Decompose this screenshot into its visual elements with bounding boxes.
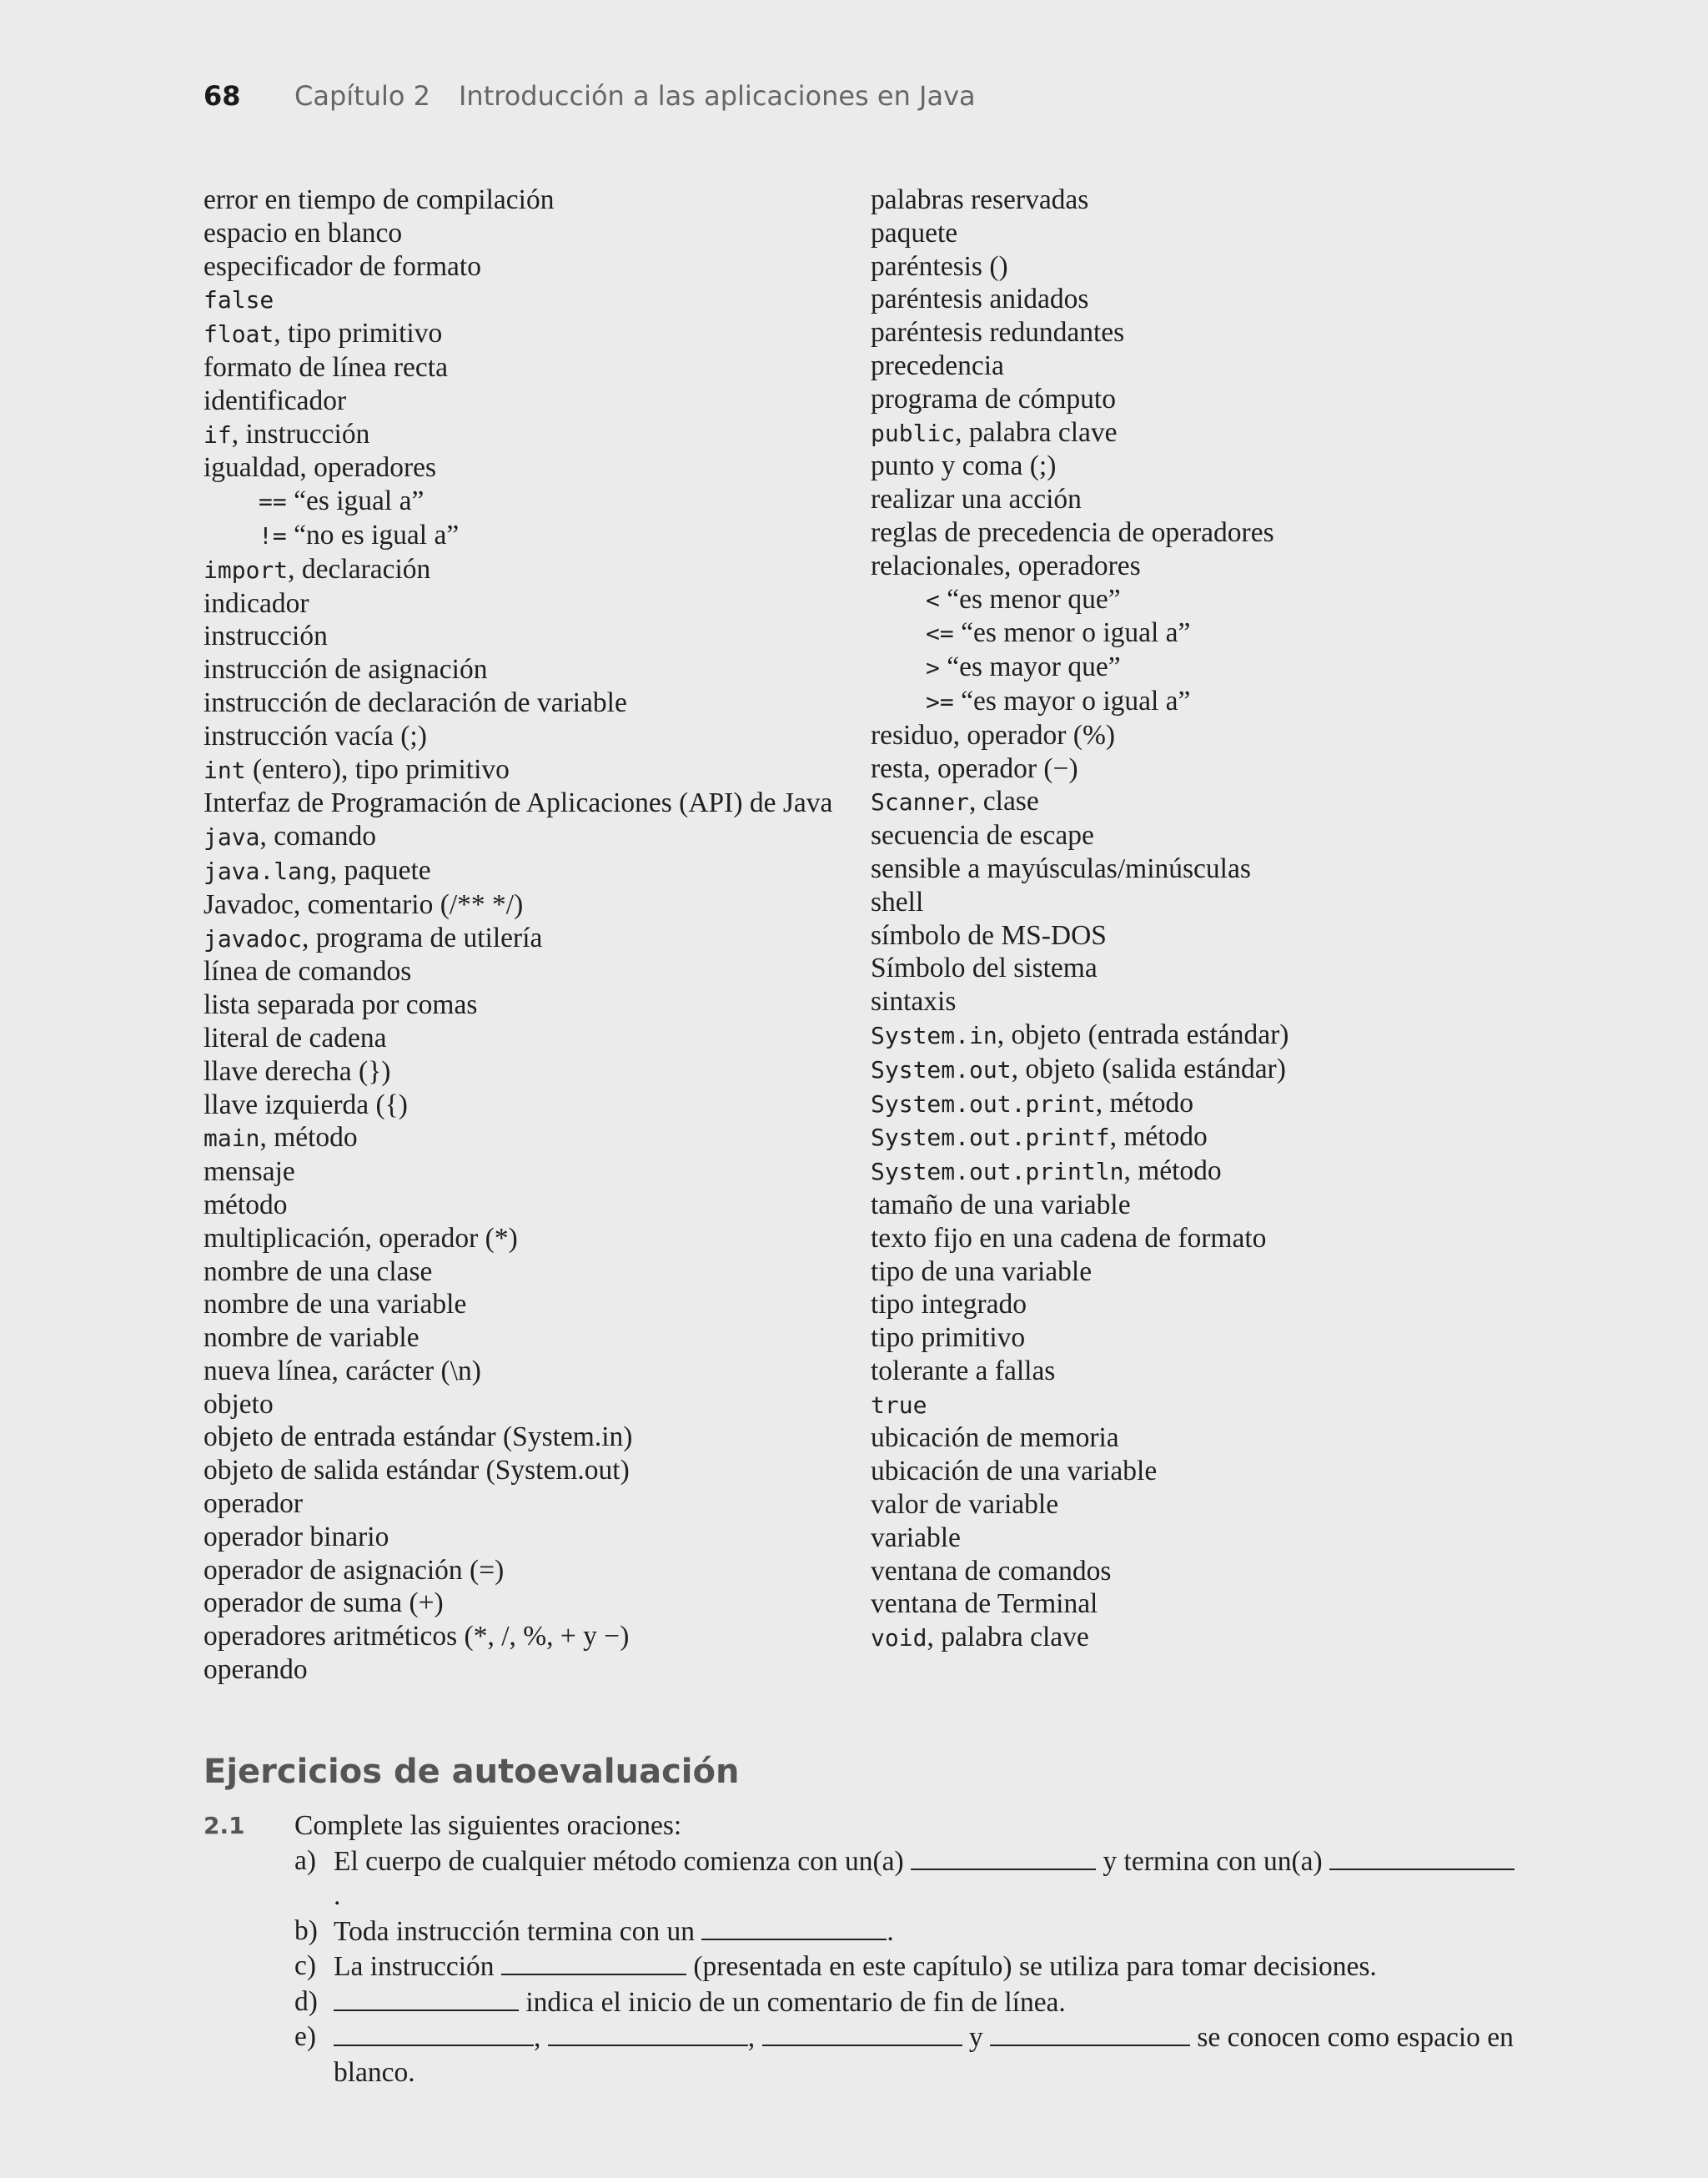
term-code: != [259,521,287,550]
term-text: identificador [203,385,347,416]
item-text: . [334,1880,341,1911]
term-text: multiplicación, operador (*) [203,1222,518,1254]
index-term [871,719,1538,752]
index-term [203,1587,854,1620]
index-term [871,952,1538,985]
term-text: ubicación de memoria [871,1422,1119,1454]
term-text: , palabra clave [955,416,1118,448]
term-text: Interfaz de Programación de Aplicaciones (API) de Java [203,787,833,819]
index-term [203,888,854,922]
index-term [871,985,1538,1019]
item-text: y [962,2022,990,2053]
term-text: espacio en blanco [203,217,403,249]
index-term [203,1454,854,1487]
term-text: operadores aritméticos (*, /, %, + y −) [203,1621,630,1652]
item-text: y termina con un(a) [1096,1845,1330,1877]
term-text: “es mayor o igual a” [953,685,1191,717]
term-code: true [871,1391,927,1419]
term-text: relacionales, operadores [871,550,1141,581]
index-term [871,886,1538,919]
term-text: , paquete [329,854,431,886]
index-term [871,1621,1538,1655]
exercise-2-1 [203,1808,1521,2090]
index-term [871,1355,1538,1388]
term-text: , clase [969,786,1039,817]
term-text: nombre de una clase [203,1255,433,1287]
item-text: El cuerpo de cualquier método comienza con un(a) [334,1845,912,1877]
term-text: , programa de utilería [302,922,543,953]
index-term [203,1620,854,1653]
index-term [871,1555,1538,1588]
index-term [871,752,1538,786]
term-text: palabras reservadas [871,184,1089,215]
term-code: false [203,286,274,314]
item-text: . [887,1915,894,1947]
index-term [871,350,1538,383]
index-term [871,685,1538,719]
term-text: operador de asignación (=) [203,1554,505,1586]
index-term [871,1255,1538,1289]
term-text: “no es igual a” [286,519,460,551]
term-text: llave derecha (}) [203,1055,391,1087]
term-text: símbolo de MS-DOS [871,919,1107,951]
term-text: objeto [203,1388,274,1420]
index-term [871,785,1538,819]
term-code: if [203,420,232,449]
term-code: System.out.print [871,1089,1096,1118]
index-term [203,451,854,485]
index-term [871,583,1538,617]
index-term [203,184,854,217]
term-text: , método [259,1122,358,1154]
item-label: a) [294,1844,317,1876]
term-code: System.out.println [871,1158,1124,1186]
index-term [871,853,1538,886]
exercise-items [203,1844,1521,2090]
exercise-number: 2.1 [203,1812,245,1839]
term-text: llave izquierda ({) [203,1089,408,1120]
index-term [871,383,1538,416]
index-term [203,854,854,888]
answer-blank[interactable] [334,2020,534,2046]
term-code: System.in [871,1021,997,1049]
index-term [203,1554,854,1587]
term-text: , método [1123,1155,1222,1187]
index-term [203,418,854,452]
term-code: <= [926,620,954,648]
term-code: java [203,823,260,852]
term-code: import [203,556,289,584]
term-text: instrucción vacía (;) [203,720,427,752]
term-text: (entero), tipo primitivo [245,753,510,785]
term-code: float [203,320,274,349]
answer-blank[interactable] [501,1949,686,1975]
item-text: La instrucción [334,1951,501,1982]
index-term [871,651,1538,685]
term-text: , objeto (salida estándar) [1011,1053,1286,1084]
term-text: resta, operador (−) [871,752,1078,784]
index-term [871,1488,1538,1522]
index-term [871,1421,1538,1455]
term-code: Scanner [871,788,970,817]
index-term [871,1388,1538,1422]
term-text: operador de suma (+) [203,1587,444,1619]
term-code: public [871,419,956,447]
index-term [203,519,854,553]
term-text: precedencia [871,350,1004,381]
index-term [871,1189,1538,1222]
term-code: void [871,1624,927,1652]
terms-right-column [871,184,1538,1655]
index-term [871,316,1538,350]
page-header [203,80,976,112]
index-term [203,1155,854,1189]
item-text: (presentada en este capítulo) se utiliza para tomar decisiones. [686,1951,1377,1982]
answer-blank[interactable] [1329,1844,1515,1870]
index-term [203,317,854,351]
term-text: sensible a mayúsculas/minúsculas [871,853,1251,884]
term-text: , declaración [288,553,431,585]
term-code: javadoc [203,924,303,953]
answer-blank[interactable] [990,2020,1190,2046]
index-term [203,1321,854,1355]
index-term [203,720,854,753]
term-text: texto fijo en una cadena de formato [871,1222,1267,1254]
chapter-title: Introducción a las aplicaciones en Java [458,80,976,112]
term-code: int [203,756,246,784]
index-term [203,1653,854,1687]
index-term [871,1321,1538,1355]
term-text: ventana de Terminal [871,1588,1098,1620]
item-label: b) [294,1914,318,1946]
term-text: , objeto (entrada estándar) [997,1019,1289,1050]
item-label: c) [294,1950,317,1981]
index-term [871,550,1538,583]
index-term [203,988,854,1022]
term-text: “es igual a” [286,485,424,517]
term-text: nombre de una variable [203,1289,467,1320]
index-term [203,653,854,687]
term-text: punto y coma (;) [871,450,1057,482]
index-term [871,483,1538,516]
term-code: System.out.printf [871,1124,1110,1152]
term-text: indicador [203,587,309,619]
term-text: objeto de entrada estándar (System.in) [203,1421,633,1453]
index-term [203,351,854,385]
term-text: paréntesis anidados [871,284,1089,315]
term-text: nueva línea, carácter (\n) [203,1355,481,1386]
term-text: paréntesis () [871,250,1008,282]
item-text: , [534,2022,548,2053]
term-text: método [203,1189,288,1220]
page-number: 68 [203,80,241,112]
term-text: , método [1095,1087,1193,1119]
term-code: main [203,1124,260,1153]
item-text: indica el inicio de un comentario de fin de línea. [519,1986,1066,2018]
index-term [203,1089,854,1122]
term-text: instrucción de declaración de variable [203,687,627,718]
index-term [871,250,1538,284]
term-text: , comando [259,821,376,853]
exercise-item [294,1914,1521,1949]
index-term [871,1455,1538,1488]
index-term [203,753,854,787]
term-code: System.out [871,1055,1012,1084]
index-term [871,1154,1538,1189]
index-term [203,1189,854,1222]
index-term [871,217,1538,250]
index-term [871,516,1538,550]
term-text: Símbolo del sistema [871,953,1098,984]
index-term [203,1055,854,1089]
term-text: residuo, operador (%) [871,719,1116,751]
index-term [203,1521,854,1554]
exercise-item [294,2020,1521,2090]
index-term [203,1355,854,1388]
index-term [871,1288,1538,1321]
term-text: tamaño de una variable [871,1189,1131,1220]
term-text: instrucción [203,621,328,652]
index-term [203,385,854,418]
index-term [203,250,854,284]
term-text: tipo primitivo [871,1322,1026,1354]
index-term [871,919,1538,953]
term-text: , palabra clave [927,1622,1089,1653]
index-term [203,485,854,519]
term-text: tolerante a fallas [871,1355,1056,1386]
term-text: formato de línea recta [203,351,448,383]
term-text: sintaxis [871,986,957,1018]
term-text: “es mayor que” [939,651,1121,683]
index-term [203,217,854,250]
index-term [203,1121,854,1155]
terms-left-column [203,184,854,1687]
exercise-item [294,1949,1521,1984]
term-text: shell [871,886,924,918]
term-text: valor de variable [871,1489,1059,1521]
index-term [871,1120,1538,1154]
index-term [203,1487,854,1521]
term-text: igualdad, operadores [203,452,437,484]
index-term [203,1288,854,1321]
index-term [871,1222,1538,1255]
term-text: programa de cómputo [871,383,1116,415]
term-text: tipo de una variable [871,1255,1093,1287]
term-text: paquete [871,217,958,249]
term-text: ventana de comandos [871,1555,1112,1587]
answer-blank[interactable] [334,1984,519,2011]
term-text: “es menor o igual a” [953,617,1191,649]
chapter-label: Capítulo 2 [294,80,430,112]
term-text: mensaje [203,1156,295,1188]
term-text: línea de comandos [203,956,412,988]
term-text: instrucción de asignación [203,654,488,686]
term-text: ubicación de una variable [871,1456,1158,1487]
index-term [203,820,854,854]
item-label: e) [294,2021,317,2052]
index-term [203,955,854,988]
index-term [203,687,854,720]
index-term [203,587,854,621]
index-term [871,616,1538,651]
term-text: literal de cadena [203,1022,387,1054]
index-term [871,184,1538,217]
term-code: == [259,488,287,516]
index-term [871,1587,1538,1621]
term-text: , instrucción [231,418,370,450]
item-text: se conocen como espacio en blanco. [334,2022,1514,2088]
index-term [871,1087,1538,1121]
section-title: Ejercicios de autoevaluación [203,1753,740,1791]
index-term [203,1255,854,1289]
item-text: , [747,2022,762,2053]
term-text: Javadoc, comentario (/** */) [203,888,524,920]
term-text: paréntesis redundantes [871,317,1125,349]
answer-blank[interactable] [911,1844,1096,1870]
index-term [203,1388,854,1421]
exercise-intro: Complete las siguientes oraciones: [294,1810,682,1841]
index-term [871,1522,1538,1555]
term-text: secuencia de escape [871,820,1094,852]
term-code: > [926,654,940,682]
term-text: , método [1109,1121,1208,1153]
index-term [871,1053,1538,1087]
index-term [203,1222,854,1255]
index-term [871,819,1538,853]
answer-blank[interactable] [762,2020,962,2046]
term-code: >= [926,687,954,716]
term-text: tipo integrado [871,1289,1027,1320]
term-text: operando [203,1654,308,1686]
term-text: realizar una acción [871,484,1082,516]
answer-blank[interactable] [548,2020,748,2046]
index-term [203,283,854,317]
index-term [203,922,854,956]
term-text: especificador de formato [203,250,481,282]
term-code: < [926,586,940,614]
item-text: Toda instrucción termina con un [334,1915,702,1947]
index-term [871,283,1538,316]
exercise-item [294,1844,1521,1914]
term-text: nombre de variable [203,1322,419,1354]
term-text: objeto de salida estándar (System.out) [203,1455,630,1486]
term-text: “es menor que” [939,583,1121,615]
term-text: operador binario [203,1521,389,1552]
index-term [871,1019,1538,1053]
index-term [871,450,1538,483]
term-text: reglas de precedencia de operadores [871,516,1274,548]
index-term [871,416,1538,450]
answer-blank[interactable] [701,1914,887,1940]
index-term [203,1421,854,1454]
term-text: , tipo primitivo [274,318,443,350]
index-term [203,787,854,820]
index-term [203,553,854,587]
term-code: java.lang [203,857,330,885]
exercise-item [294,1984,1521,2020]
term-text: variable [871,1522,961,1553]
item-label: d) [294,1985,318,2017]
term-text: lista separada por comas [203,989,478,1021]
term-text: operador [203,1488,304,1520]
index-term [203,620,854,653]
term-text: error en tiempo de compilación [203,184,555,215]
index-term [203,1022,854,1055]
